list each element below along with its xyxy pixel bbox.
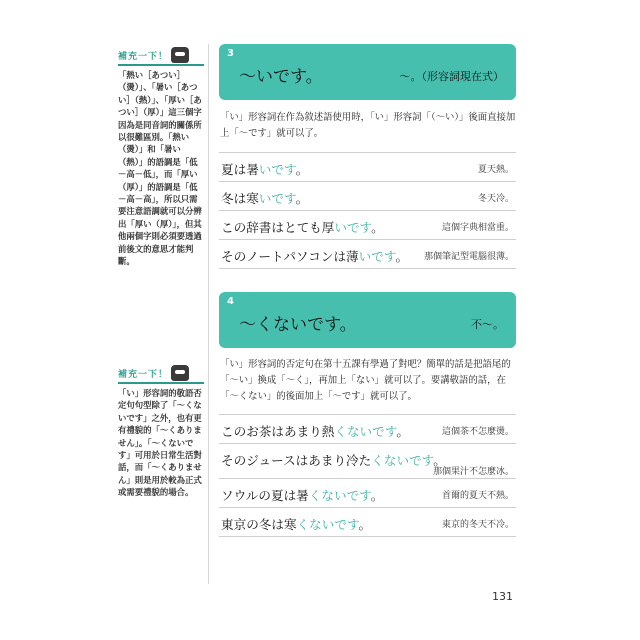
example-row <box>219 211 516 240</box>
section-header-3 <box>219 44 516 100</box>
note-tag-label: 補充一下！ <box>118 369 169 380</box>
example-row <box>219 508 516 537</box>
example-row <box>219 240 516 269</box>
example-translation: 東京的冬天不冷。 <box>441 520 514 530</box>
example-row <box>219 153 516 182</box>
section-number: 3 <box>227 48 234 59</box>
example-japanese: このお茶はあまり熱くないです。 <box>221 424 409 439</box>
example-list-3 <box>219 152 516 269</box>
note-tag <box>118 46 204 64</box>
section-intro: 「い」形容詞的否定句在第十五課有學過了對吧？簡單的話是把語尾的「～い」換成「～く」，再加上「ない」就可以了。要講敬語的話，在「～くない」的後面加上「～です」就可以了。 <box>220 359 511 402</box>
example-japanese: ソウルの夏は暑くないです。 <box>221 488 384 503</box>
mascot-icon <box>171 47 189 63</box>
side-note-1 <box>118 46 204 268</box>
example-row <box>219 182 516 211</box>
section-number: 4 <box>227 296 234 307</box>
section-title: ～いです。 <box>239 67 323 87</box>
section-meaning: ～。（形容詞現在式） <box>399 70 504 83</box>
example-japanese: この辞書はとても厚いです。 <box>221 220 384 235</box>
example-translation: 這個茶不怎麼燙。 <box>441 427 514 437</box>
section-meaning: 不～。 <box>471 318 504 331</box>
note-tag <box>118 364 204 382</box>
example-translation: 那個筆記型電腦很薄。 <box>423 252 514 262</box>
example-japanese: そのノートパソコンは薄いです。 <box>221 249 409 264</box>
example-row <box>219 415 516 444</box>
example-row <box>219 479 516 508</box>
example-japanese: 東京の冬は寒くないです。 <box>221 517 372 532</box>
example-japanese: 夏は暑いです。 <box>221 162 309 177</box>
example-translation: 這個字典相當重。 <box>441 223 514 233</box>
example-row <box>219 444 516 479</box>
example-translation: 夏天熱。 <box>477 165 514 175</box>
mascot-icon <box>171 365 189 381</box>
note-body: 「い」形容詞的敬語否定句句型除了「～くないです」之外，也有更有禮貌的「～くありません」。「～くないです」可用於日常生活對話，而「～くありません」則是用於較為正式或需要禮貌的場合。 <box>118 382 204 499</box>
example-translation: 冬天冷。 <box>477 194 514 204</box>
example-translation: 首爾的夏天不熱。 <box>441 491 514 501</box>
sidebar-divider <box>208 44 209 584</box>
example-list-4 <box>219 414 516 537</box>
section-title: ～くないです。 <box>239 315 357 335</box>
note-body: 「熱い［あつい］（燙）」、「暑い［あつい］（熱）」、「厚い［あつい］（厚）」這三個字因為是同音詞的關係所以很難區別。「熱い（燙）」和「暑い（熱）」的語調是「低－高－低」，而「厚い（厚）」的語調是「低－高－高」，所以只需要注意語調就可以分辨出「厚い（厚）」，但其他兩個字則必須要透過前後文的意思才能判斷。 <box>118 64 204 268</box>
example-japanese: そのジュースはあまり冷たくないです。 <box>221 453 446 468</box>
example-japanese: 冬は寒いです。 <box>221 191 309 206</box>
section-header-4 <box>219 292 516 348</box>
section-intro: 「い」形容詞在作為敘述語使用時，「い」形容詞「（～い）」後面直接加上「～です」就可以了。 <box>220 112 516 139</box>
example-translation: 那個果汁不怎麼冰。 <box>432 467 514 477</box>
note-tag-label: 補充一下！ <box>118 51 169 62</box>
side-note-2 <box>118 364 204 499</box>
page-number: 131 <box>492 590 513 603</box>
